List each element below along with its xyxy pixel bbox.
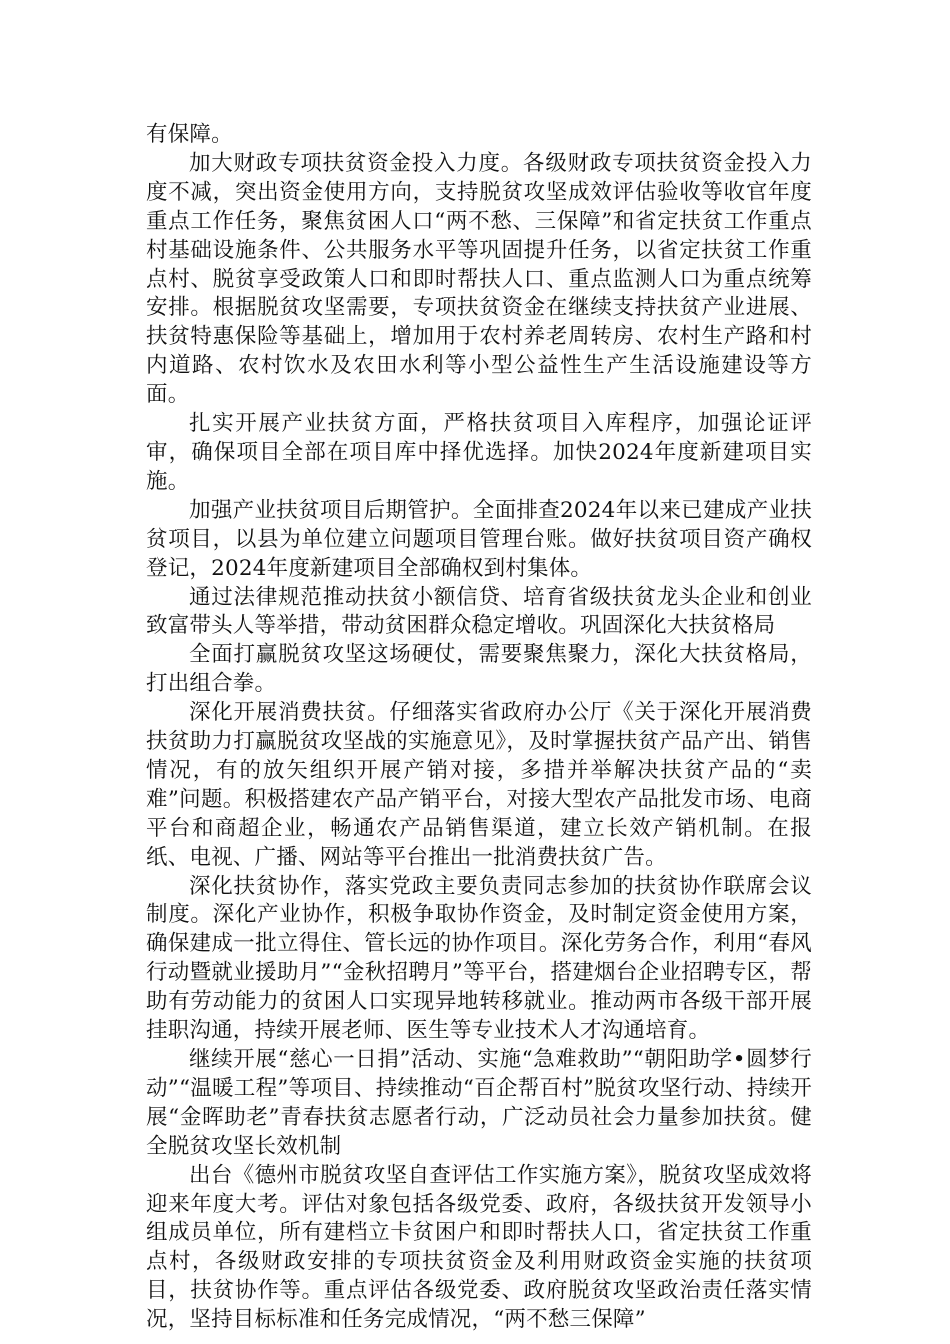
document-page [146,121,812,1335]
paragraph-industry-projects: 扎实开展产业扶贫方面，严格扶贫项目入库程序，加强论证评审，确保项目全部在项目库中择优选择。加快2024年度新建项目实施。 [146,411,812,494]
paragraph-social-activities: 继续开展“慈心一日捐”活动、实施“急难救助”“朝阳助学•圆梦行动”“温暖工程”等项目、持续推动“百企帮百村”脱贫攻坚行动、持续开展“金晖助老”青春扶贫志愿者行动，广泛动员社会力量参加扶贫。健全脱贫攻坚长效机制 [146,1047,812,1159]
paragraph-project-management: 加强产业扶贫项目后期管护。全面排查2024年以来已建成产业扶贫项目，以县为单位建立问题项目管理台账。做好扶贫项目资产确权登记，2024年度新建项目全部确权到村集体。 [146,497,812,581]
paragraph-microcredit: 通过法律规范推动扶贫小额信贷、培育省级扶贫龙头企业和创业致富带头人等举措，带动贫困群众稳定增收。巩固深化大扶贫格局 [146,584,812,639]
paragraph-fiscal-funds: 加大财政专项扶贫资金投入力度。各级财政专项扶贫资金投入力度不减，突出资金使用方向，支持脱贫攻坚成效评估验收等收官年度重点工作任务，聚焦贫困人口“两不愁、三保障”和省定扶贫工作重点村基础设施条件、公共服务水平等巩固提升任务，以省定扶贫工作重点村、脱贫享受政策人口和即时帮扶人口、重点监测人口为重点统筹安排。根据脱贫攻坚需要，专项扶贫资金在继续支持扶贫产业进展、扶贫特惠保险等基础上，增加用于农村养老周转房、农村生产路和村内道路、农村饮水及农田水利等小型公益性生产生活设施建设等方面。 [146,150,812,408]
paragraph-cooperation: 深化扶贫协作，落实党政主要负责同志参加的扶贫协作联席会议制度。深化产业协作，积极争取协作资金，及时制定资金使用方案，确保建成一批立得住、管长远的协作项目。深化劳务合作，利用“春风行动暨就业援助月”“金秋招聘月”等平台，搭建烟台企业招聘专区，帮助有劳动能力的贫困人口实现异地转移就业。推动两市各级干部开展挂职沟通，持续开展老师、医生等专业技术人才沟通培育。 [146,873,812,1044]
paragraph-consumption-aid: 深化开展消费扶贫。仔细落实省政府办公厅《关于深化开展消费扶贫助力打赢脱贫攻坚战的实施意见》，及时掌握扶贫产品产出、销售情况，有的放矢组织开展产销对接，多措并举解决扶贫产品的“卖难”问题。积极搭建农产品产销平台，对接大型农产品批发市场、电商平台和商超企业，畅通农产品销售渠道，建立长效产销机制。在报纸、电视、广播、网站等平台推出一批消费扶贫广告。 [146,700,812,870]
paragraph-combined-effort: 全面打赢脱贫攻坚这场硬仗，需要聚焦聚力，深化大扶贫格局，打出组合拳。 [146,642,812,697]
paragraph-continuation: 有保障。 [146,122,233,147]
paragraph-self-evaluation: 出台《德州市脱贫攻坚自查评估工作实施方案》，脱贫攻坚成效将迎来年度大考。评估对象包括各级党委、政府，各级扶贫开发领导小组成员单位，所有建档立卡贫困户和即时帮扶人口，省定扶贫工作重点村，各级财政安排的专项扶贫资金及利用财政资金实施的扶贫项目，扶贫协作等。重点评估各级党委、政府脱贫攻坚政治责任落实情况，坚持目标标准和任务完成情况，“两不愁三保障” [146,1162,812,1333]
